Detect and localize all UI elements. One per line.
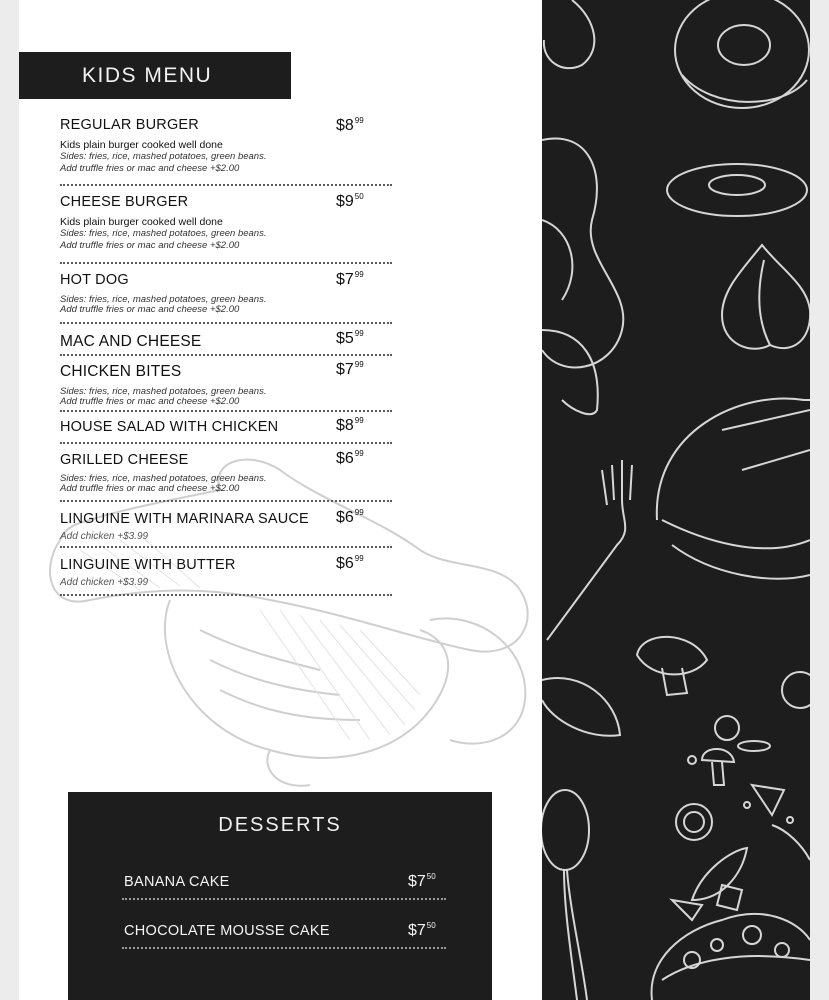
item-price: $\$6^{99}$ (336, 554, 364, 572)
item-price: $\$8^{99}$ (336, 116, 364, 134)
decorative-food-panel (542, 0, 810, 1000)
item-price: $\$6^{99}$ (336, 449, 364, 467)
item-addon: Add truffle fries or mac and cheese +$2.00 (60, 163, 240, 174)
spoon-icon (542, 790, 589, 1000)
item-addon: Add chicken +$3.99 (60, 531, 149, 542)
dessert-name: CHOCOLATE MOUSSE CAKE (124, 923, 330, 939)
leaf-icon (542, 678, 810, 900)
item-sides: Sides: fries, rice, mashed potatoes, green beans. (60, 473, 267, 484)
menu-item-mac-and-cheese (60, 324, 392, 356)
item-price: $\$5^{99}$ (336, 329, 364, 347)
item-sides: Sides: fries, rice, mashed potatoes, green beans. (60, 386, 267, 397)
dessert-name: BANANA CAKE (124, 874, 230, 890)
donut-icon (675, 0, 809, 108)
burger-icon (657, 399, 810, 579)
garlic-icon (544, 0, 594, 68)
dessert-price: $\$7^{50}$ (408, 921, 436, 939)
menu-item-cheese-burger (60, 186, 392, 264)
item-name: LINGUINE WITH MARINARA SAUCE (60, 511, 309, 527)
kids-menu-title: KIDS MENU (82, 64, 213, 87)
menu-item-house-salad (60, 412, 392, 444)
item-sides: Sides: fries, rice, mashed potatoes, green beans. (60, 294, 267, 305)
item-price: $\$7^{99}$ (336, 270, 364, 288)
dessert-price: $\$7^{50}$ (408, 872, 436, 890)
item-addon: Add truffle fries or mac and cheese +$2.00 (60, 483, 240, 494)
item-addon: Add chicken +$3.99 (60, 577, 149, 588)
pretzel-icon (542, 138, 807, 414)
item-name: GRILLED CHEESE (60, 452, 189, 468)
menu-item-hot-dog (60, 264, 392, 324)
desserts-title: DESSERTS (218, 814, 342, 836)
item-description: Kids plain burger cooked well done (60, 216, 223, 228)
dessert-item-chocolate-mousse-cake (122, 911, 446, 949)
item-name: MAC AND CHEESE (60, 333, 202, 350)
item-price: $\$8^{99}$ (336, 416, 364, 434)
item-price: $\$6^{99}$ (336, 508, 364, 526)
salad-bowl-icon (652, 885, 810, 1000)
item-sides: Sides: fries, rice, mashed potatoes, green beans. (60, 151, 267, 162)
fork-icon (547, 460, 632, 640)
item-addon: Add truffle fries or mac and cheese +$2.00 (60, 304, 240, 315)
item-name: HOT DOG (60, 272, 129, 288)
menu-item-linguine-marinara (60, 502, 392, 548)
menu-item-grilled-cheese (60, 444, 392, 502)
item-sides: Sides: fries, rice, mashed potatoes, green beans. (60, 228, 267, 239)
menu-item-chicken-bites (60, 356, 392, 412)
item-addon: Add truffle fries or mac and cheese +$2.00 (60, 240, 240, 251)
item-name: HOUSE SALAD WITH CHICKEN (60, 419, 279, 435)
item-name: CHEESE BURGER (60, 194, 189, 210)
kids-menu-list (60, 111, 392, 596)
item-name: LINGUINE WITH BUTTER (60, 557, 236, 573)
tomato-slice-icon (676, 672, 810, 840)
item-name: REGULAR BURGER (60, 117, 199, 133)
desserts-section (68, 792, 492, 1000)
menu-item-regular-burger (60, 111, 392, 186)
dessert-item-banana-cake (122, 862, 446, 900)
kids-menu-banner (19, 52, 291, 99)
garlic-icon (722, 245, 810, 349)
mushroom-icon (637, 637, 734, 785)
item-price: $\$9^{50}$ (336, 192, 364, 210)
menu-item-linguine-butter (60, 548, 392, 596)
item-name: CHICKEN BITES (60, 363, 182, 380)
item-price: $\$7^{99}$ (336, 360, 364, 378)
item-description: Kids plain burger cooked well done (60, 139, 223, 151)
item-addon: Add truffle fries or mac and cheese +$2.00 (60, 396, 240, 407)
